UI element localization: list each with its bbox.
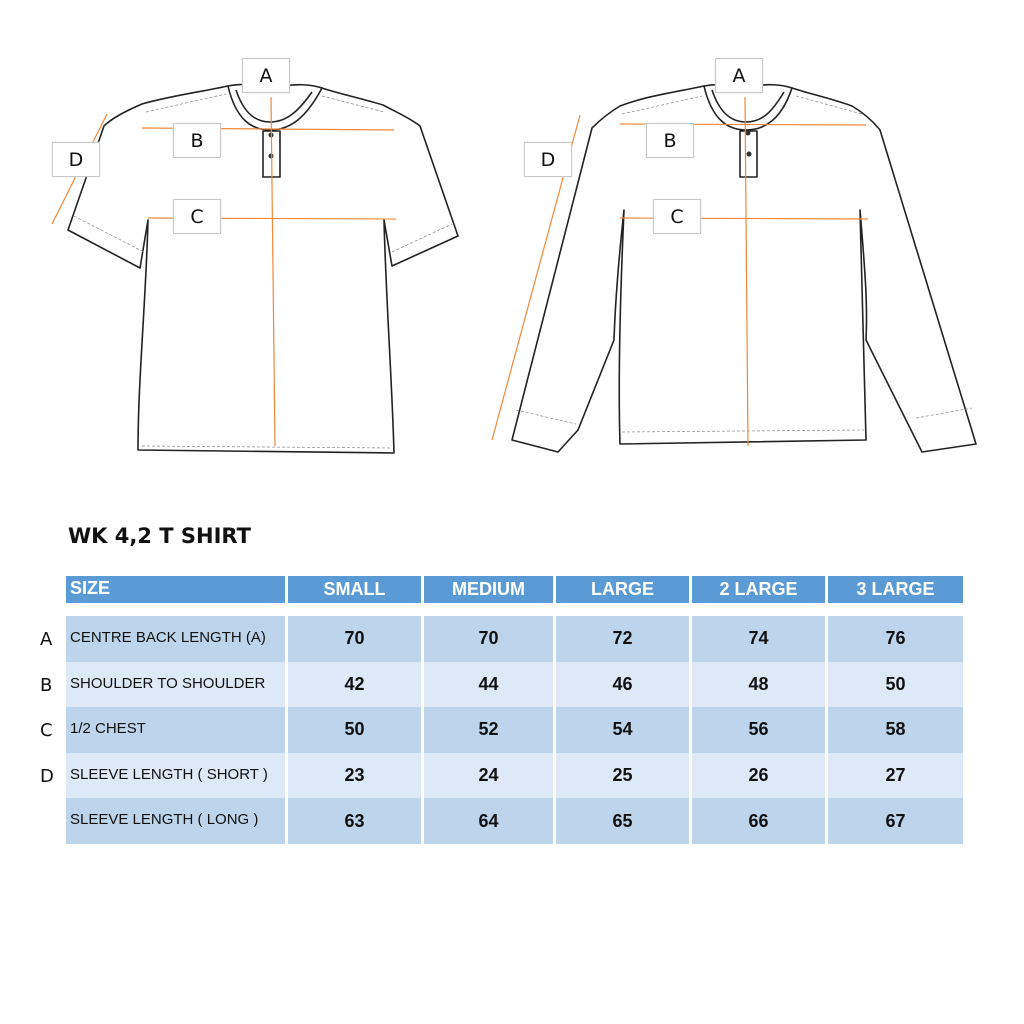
cell-value: 54 (556, 707, 689, 753)
cell-value: 67 (828, 798, 963, 844)
size-chart-table (66, 576, 963, 844)
cell-value: 76 (828, 616, 963, 662)
measure-label-d-short: D (52, 142, 100, 177)
table-row (66, 616, 963, 662)
measure-label-c-long: C (653, 199, 701, 234)
cell-value: 23 (288, 753, 421, 799)
measure-label-a-long: A (715, 58, 763, 93)
header-medium: MEDIUM (424, 576, 553, 603)
cell-value: 56 (692, 707, 825, 753)
row-letter-b: B (40, 675, 53, 696)
cell-value: 27 (828, 753, 963, 799)
cell-value: 42 (288, 662, 421, 708)
cell-value: 72 (556, 616, 689, 662)
cell-value: 58 (828, 707, 963, 753)
header-2-large: 2 LARGE (692, 576, 825, 603)
cell-value: 44 (424, 662, 553, 708)
row-label: CENTRE BACK LENGTH (A) (66, 616, 285, 662)
table-row (66, 798, 963, 844)
measure-label-b-long: B (646, 123, 694, 158)
measure-label-c-short: C (173, 199, 221, 234)
measure-label-a-short: A (242, 58, 290, 93)
cell-value: 50 (828, 662, 963, 708)
cell-value: 64 (424, 798, 553, 844)
row-letter-d: D (40, 766, 54, 787)
table-row (66, 753, 963, 799)
cell-value: 24 (424, 753, 553, 799)
table-row (66, 662, 963, 708)
header-small: SMALL (288, 576, 421, 603)
cell-value: 74 (692, 616, 825, 662)
cell-value: 26 (692, 753, 825, 799)
table-header-row (66, 576, 963, 603)
cell-value: 25 (556, 753, 689, 799)
row-label: SHOULDER TO SHOULDER (66, 662, 285, 708)
size-chart-title: WK 4,2 T SHIRT (68, 524, 251, 548)
cell-value: 63 (288, 798, 421, 844)
header-size: SIZE (66, 576, 285, 603)
cell-value: 66 (692, 798, 825, 844)
measure-label-b-short: B (173, 123, 221, 158)
row-letter-c: C (40, 720, 53, 741)
cell-value: 52 (424, 707, 553, 753)
header-3-large: 3 LARGE (828, 576, 963, 603)
row-label: 1/2 CHEST (66, 707, 285, 753)
measure-label-d-long: D (524, 142, 572, 177)
cell-value: 50 (288, 707, 421, 753)
cell-value: 65 (556, 798, 689, 844)
cell-value: 70 (288, 616, 421, 662)
table-row (66, 707, 963, 753)
long-sleeve-shirt-diagram (0, 0, 1024, 480)
header-large: LARGE (556, 576, 689, 603)
row-label: SLEEVE LENGTH ( SHORT ) (66, 753, 285, 799)
cell-value: 48 (692, 662, 825, 708)
row-label: SLEEVE LENGTH ( LONG ) (66, 798, 285, 844)
cell-value: 46 (556, 662, 689, 708)
row-letter-a: A (40, 629, 53, 650)
cell-value: 70 (424, 616, 553, 662)
